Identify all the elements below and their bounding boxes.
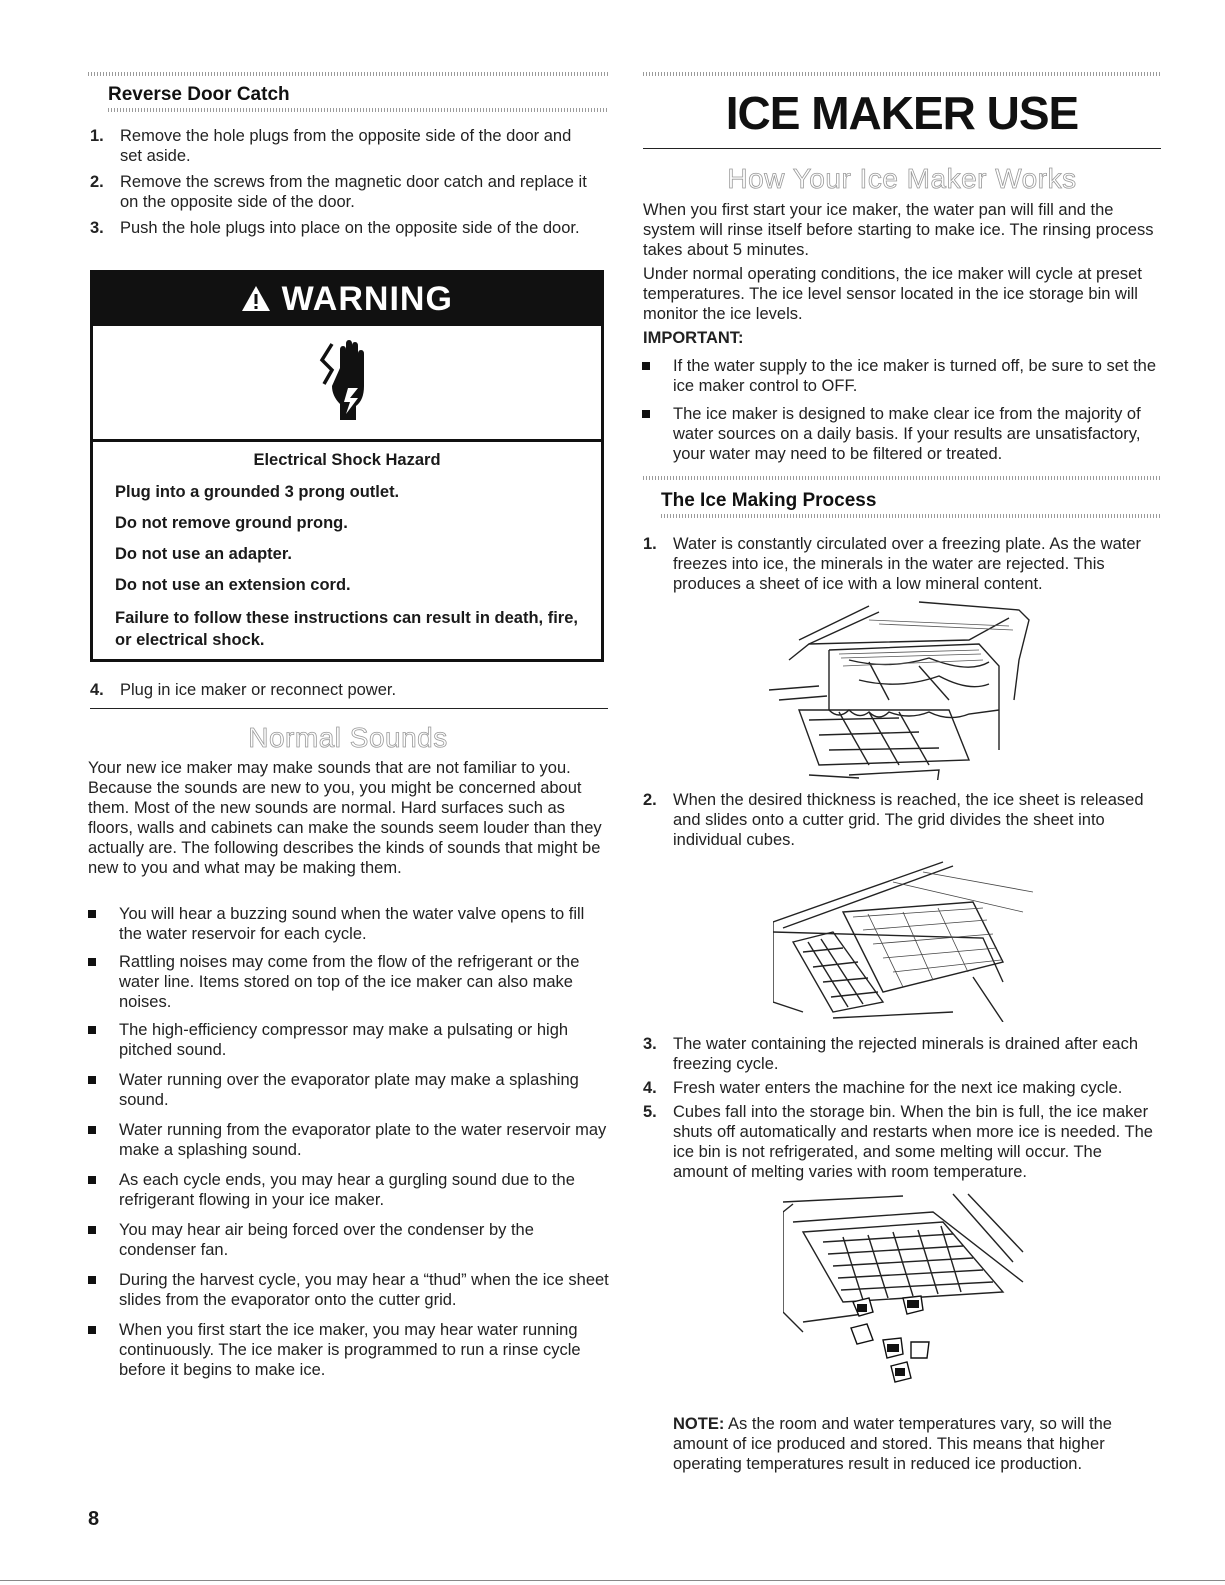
note-paragraph [673,1414,1163,1474]
heading-divider [108,108,608,112]
list-item-text: Water running over the evaporator plate may make a splashing sound. [119,1071,579,1109]
list-item-text: Water running from the evaporator plate to the water reservoir may make a splashing sound. [119,1121,607,1159]
bullet-icon [88,1226,96,1234]
bullet-icon [88,910,96,918]
reverse-door-catch-heading: Reverse Door Catch [108,84,290,105]
step-text: Plug in ice maker or reconnect power. [120,681,397,699]
step-text: Fresh water enters the machine for the next ice making cycle. [673,1079,1123,1097]
section-rule [90,708,608,709]
bullet-icon [88,1076,96,1084]
step-item [643,1102,1161,1182]
list-item [119,1170,609,1210]
note-text: As the room and water temperatures vary, so will the amount of ice produced and stored. This means that higher operating temperatures result in reduced ice production. [673,1415,1112,1473]
step-item [643,1034,1161,1074]
cutter-grid-illustration [773,852,1033,1022]
step-text: Remove the hole plugs from the opposite side of the door and set aside. [120,127,572,165]
warning-triangle-icon [241,280,281,318]
warning-line: Plug into a grounded 3 prong outlet. [115,483,400,501]
bullet-icon [642,410,650,418]
list-item [119,1220,609,1260]
warning-banner [93,273,601,326]
normal-sounds-heading: Normal Sounds [248,722,448,753]
step-item [643,1078,1161,1098]
list-item-text: You will hear a buzzing sound when the water valve opens to fill the water reservoir for each cycle. [119,905,585,943]
step-number: 3. [643,1035,657,1053]
heading-divider [661,514,1161,518]
normal-sounds-intro: Your new ice maker may make sounds that are not familiar to you. Because the sounds are new to you, you might be concerned about them. Most of the new sounds are normal. Hard surfaces such as floors, walls and cabinets can make the sounds seem louder than they actually are. The following describes the kinds of sounds that might be new to you and what may be making them. [88,759,602,877]
list-item-text: The high-efficiency compressor may make a pulsating or high pitched sound. [119,1021,569,1059]
hazard-title: Electrical Shock Hazard [253,451,441,469]
step-text: Remove the screws from the magnetic door catch and replace it on the opposite side of the door. [120,173,587,211]
step-item [90,172,590,212]
bullet-icon [88,1176,96,1184]
list-item-text: The ice maker is designed to make clear ice from the majority of water sources on a daily basis. If your results are unsatisfactory, your water may need to be filtered or treated. [673,405,1141,463]
list-item [119,1320,609,1380]
ice-cubes-bin-illustration [783,1192,1043,1402]
warning-line: Do not use an adapter. [115,545,292,563]
top-divider [643,72,1161,76]
electric-shock-icon [318,336,388,426]
step-item [90,218,590,238]
how-it-works-para2: Under normal operating conditions, the ice maker will cycle at preset temperatures. The ice level sensor located in the ice storage bin will monitor the ice levels. [643,265,1142,323]
list-item-text: You may hear air being forced over the condenser by the condenser fan. [119,1221,534,1259]
bullet-icon [88,1126,96,1134]
title-rule [643,148,1161,149]
note-label: NOTE: [673,1415,725,1433]
bullet-icon [88,958,96,966]
warning-line: Do not use an extension cord. [115,576,351,594]
warning-icon-area [93,326,601,442]
bullet-icon [88,1276,96,1284]
step-number: 2. [643,791,657,809]
warning-line: Failure to follow these instructions can result in death, fire, or electrical shock. [115,609,578,649]
page-number: 8 [88,1508,100,1530]
list-item-text: Rattling noises may come from the flow of the refrigerant or the water line. Items stored on top of the ice maker can also make noises. [119,953,580,1011]
warning-box [90,270,604,662]
step-number: 1. [643,535,657,553]
list-item-text: If the water supply to the ice maker is turned off, be sure to set the ice maker control to OFF. [673,357,1157,395]
bullet-icon [88,1326,96,1334]
how-it-works-heading: How Your Ice Maker Works [727,163,1077,194]
step-item [643,790,1161,850]
how-it-works-para1: When you first start your ice maker, the water pan will fill and the system will rinse itself before starting to make ice. The rinsing process takes about 5 minutes. [643,201,1154,259]
step-number: 1. [90,127,104,145]
step-text: Push the hole plugs into place on the opposite side of the door. [120,219,580,237]
list-item-text: When you first start the ice maker, you may hear water running continuously. The ice maker is programmed to run a rinse cycle before it begins to make ice. [119,1321,581,1379]
step-number: 5. [643,1103,657,1121]
list-item [673,404,1161,464]
freezing-plate-illustration [769,600,1039,780]
step-text: The water containing the rejected minerals is drained after each freezing cycle. [673,1035,1139,1073]
step-text: Cubes fall into the storage bin. When the bin is full, the ice maker shuts off automatically and restarts when more ice is needed. The ice bin is not refrigerated, and some melting will occur. The amount of melting varies with room temperature. [673,1103,1153,1181]
list-item [119,952,609,1012]
step-item [90,680,590,700]
list-item [119,1270,609,1310]
step-text: Water is constantly circulated over a freezing plate. As the water freezes into ice, the minerals in the water are rejected. This produces a sheet of ice with a low mineral content. [673,535,1142,593]
warning-line: Do not remove ground prong. [115,514,348,532]
list-item-text: During the harvest cycle, you may hear a “thud” when the ice sheet slides from the evaporator onto the cutter grid. [119,1271,609,1309]
bullet-icon [642,362,650,370]
step-text: When the desired thickness is reached, the ice sheet is released and slides onto a cutter grid. The grid divides the sheet into individual cubes. [673,791,1144,849]
list-item [119,1020,609,1060]
page-bottom-edge [0,1580,1225,1581]
top-divider [88,72,608,76]
list-item-text: As each cycle ends, you may hear a gurgling sound due to the refrigerant flowing in your ice maker. [119,1171,575,1209]
step-number: 3. [90,219,104,237]
list-item [119,1120,609,1160]
list-item [119,1070,609,1110]
list-item [673,356,1161,396]
bullet-icon [88,1026,96,1034]
section-divider [643,476,1161,480]
step-number: 4. [643,1079,657,1097]
important-label: IMPORTANT: [643,329,744,347]
step-item [90,126,590,166]
step-number: 4. [90,681,104,699]
list-item [119,904,609,944]
page-title: ICE MAKER USE [725,87,1079,139]
step-number: 2. [90,173,104,191]
ice-making-process-heading: The Ice Making Process [661,490,877,511]
step-item [643,534,1161,594]
warning-title: WARNING [281,280,453,318]
